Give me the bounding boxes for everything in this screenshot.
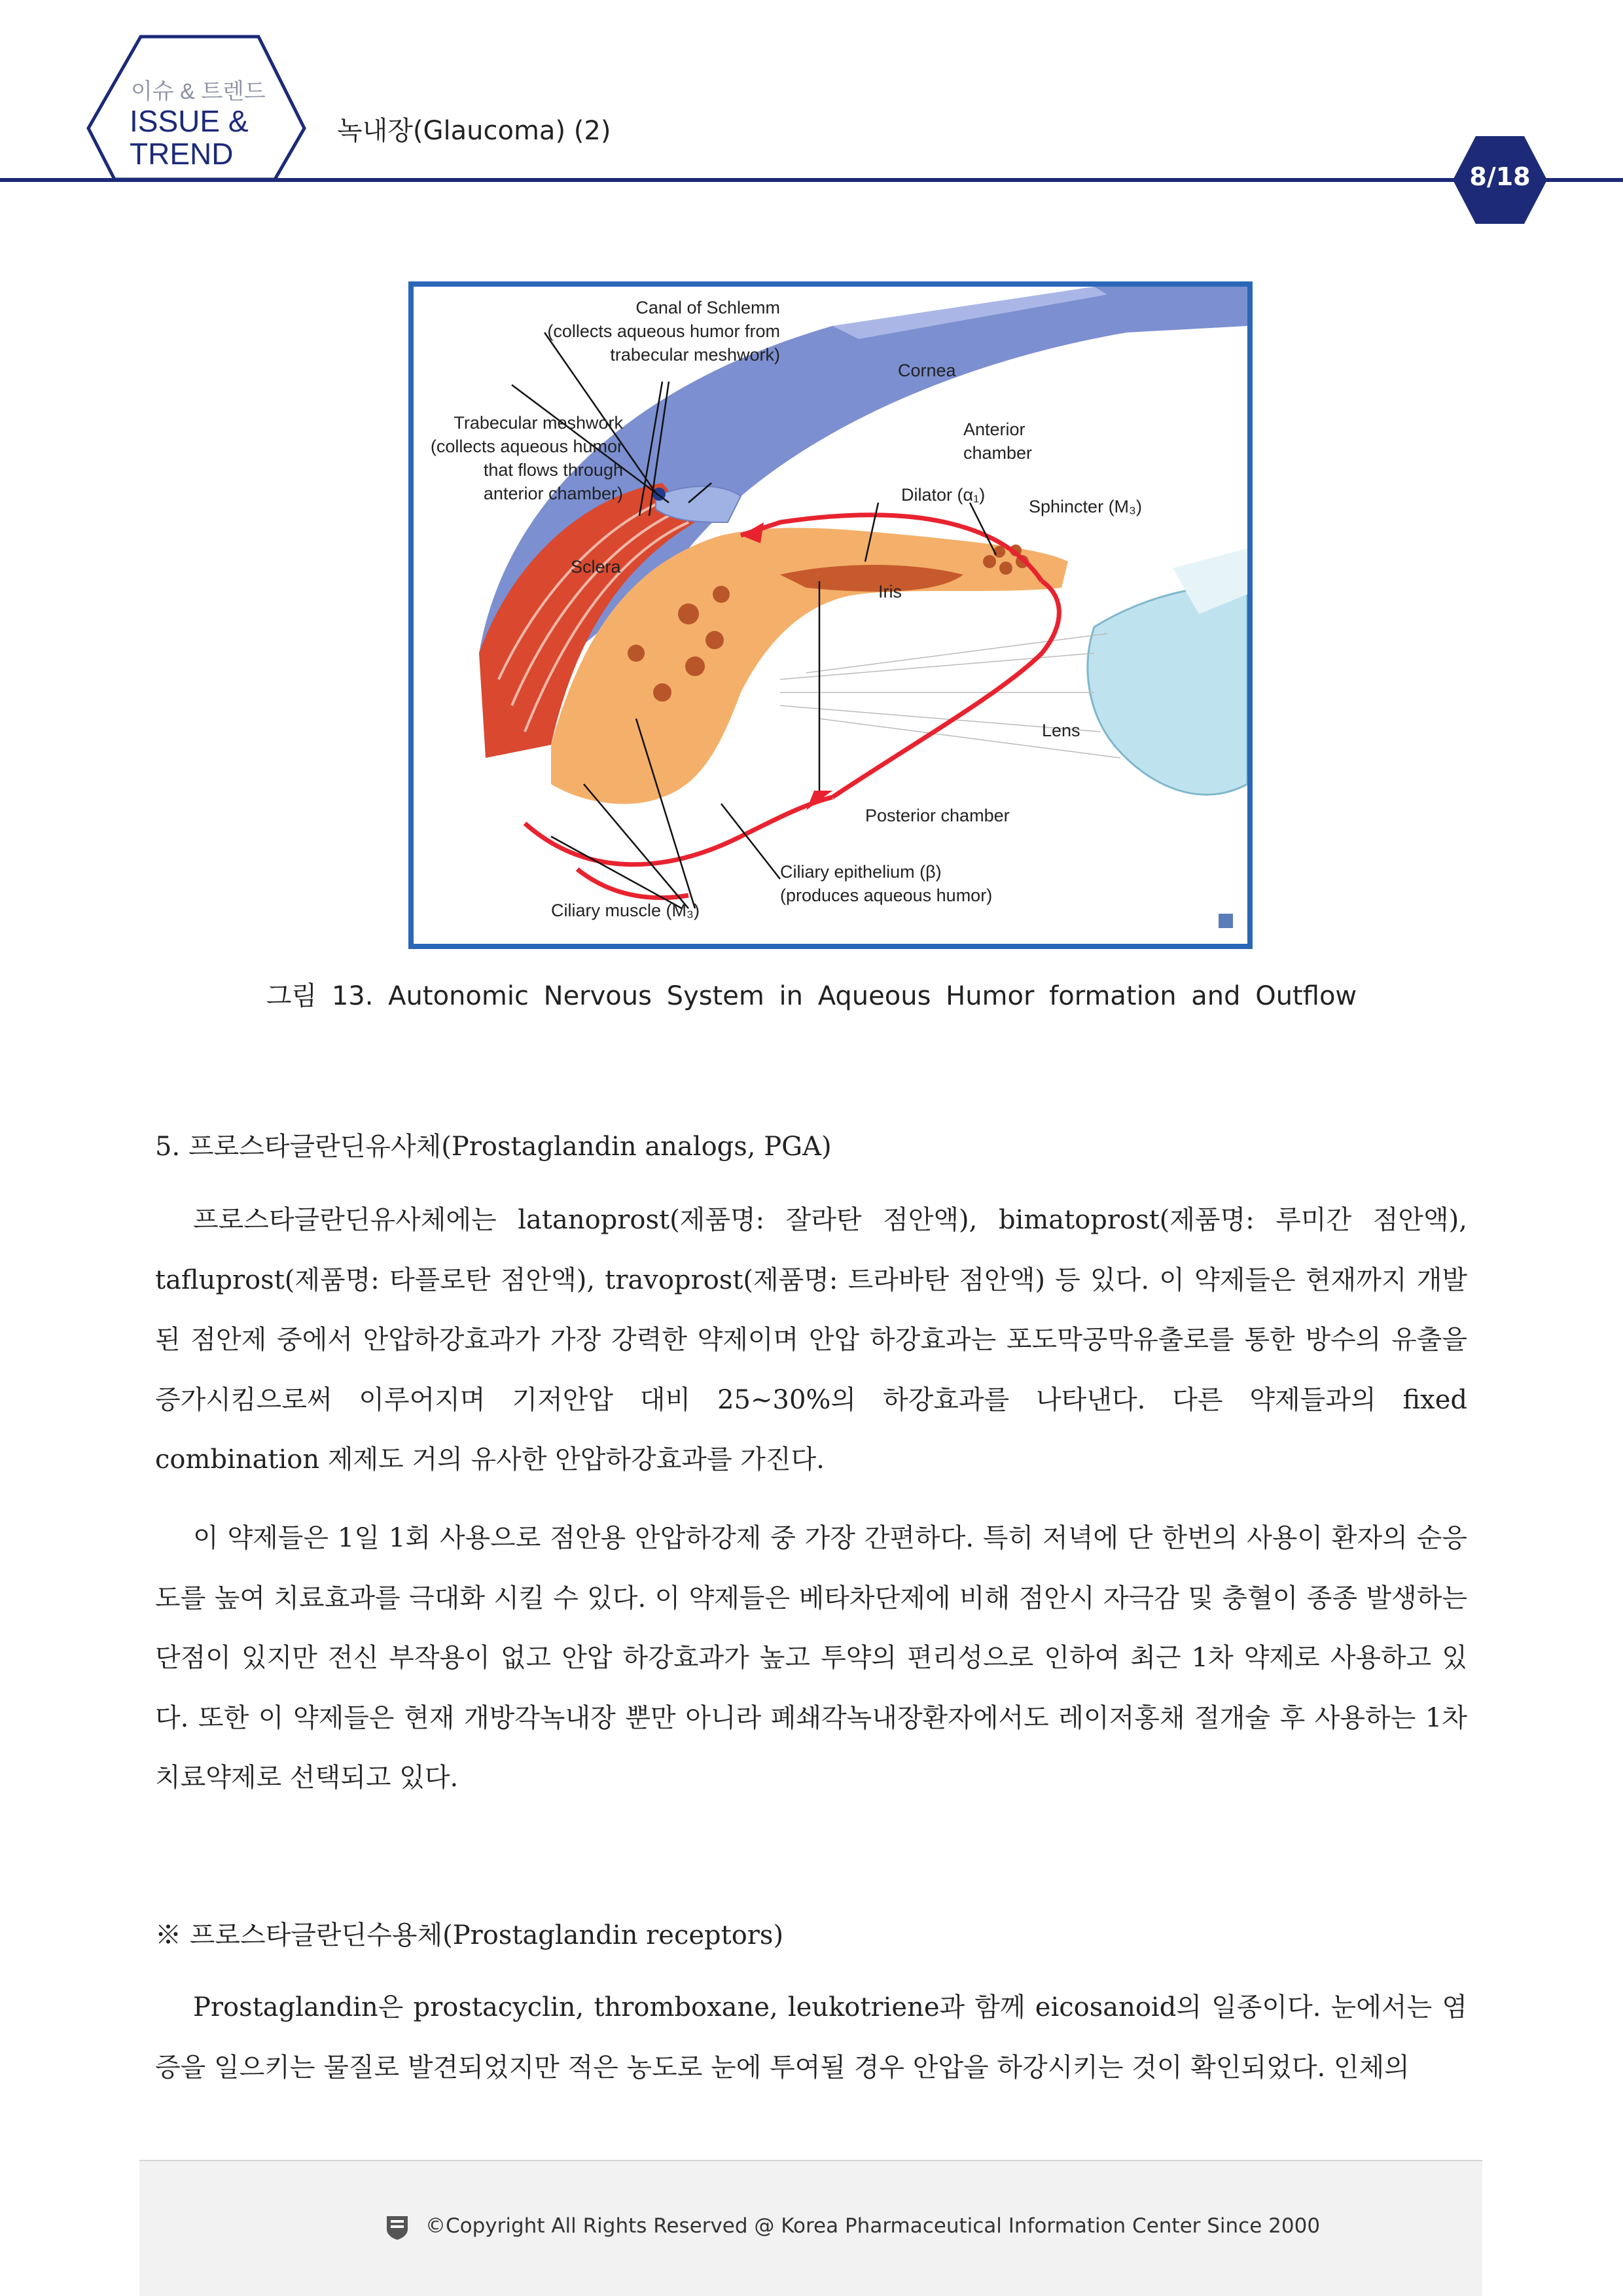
footer-copyright: ©Copyright All Rights Reserved @ Korea Pharmaceutical Information Center Since 2000	[425, 2214, 1321, 2238]
section-heading-receptors: ※ 프로스타글란딘수용체(Prostaglandin receptors)	[155, 1920, 784, 1950]
eye-anatomy-figure	[408, 281, 1253, 949]
label-iris: Iris	[878, 582, 902, 601]
label-posterior-chamber: Posterior chamber	[865, 806, 1010, 825]
label-sclera: Sclera	[571, 557, 621, 577]
label-anterior-chamber: Anterior chamber	[963, 420, 1033, 463]
badge-label-english: ISSUE & TREND	[130, 104, 249, 171]
label-cornea: Cornea	[898, 361, 956, 380]
lens-shape	[1088, 586, 1247, 795]
document-title: 녹내장(Glaucoma) (2)	[337, 116, 611, 146]
section-heading-pga: 5. 프로스타글란딘유사체(Prostaglandin analogs, PGA)	[155, 1132, 832, 1162]
figure-corner-icon	[1219, 914, 1233, 928]
label-ciliary-muscle: Ciliary muscle (M₃)	[551, 901, 700, 920]
footer-divider	[139, 2160, 1482, 2161]
figure-caption: 그림 13. Autonomic Nervous System in Aqueous Humor formation and Outflow	[266, 981, 1357, 1011]
label-canal-of-schlemm: Canal of Schlemm (collects aqueous humor from trabecular meshwork)	[547, 298, 780, 365]
eye-anatomy-illustration	[414, 287, 1247, 944]
badge-label-korean: 이슈 & 트렌드	[131, 79, 266, 104]
kpic-logo-icon	[383, 2212, 412, 2241]
paragraph-pga-1: 프로스타글란딘유사체에는 latanoprost(제품명: 잘라탄 점안액), bimatoprost(제품명: 루미간 점안액), tafluprost(제품명: 타플로탄 점안액), travoprost(제품명: 트라바탄 점안액) 등 있다. 이 약제들은 현재까지 개발된 점안제 중에서 안압하강효과가 가장 강력한 약제이며 안압 하강효과는 포도막공막유출로를 통한 방수의 유출을 증가시킴으로써 이루어지며 기저안압 대비 25~30%의 하강효과를 나타낸다. 다른 약제들과의 fixed combination 제제도 거의 유사한 안압하강효과를 가진다.	[155, 1205, 1467, 1475]
label-trabecular-meshwork: Trabecular meshwork (collects aqueous humor that flows through anterior chamber)	[430, 413, 623, 503]
label-ciliary-epithelium: Ciliary epithelium (β) (produces aqueous humor)	[780, 862, 993, 905]
paragraph-pga-2: 이 약제들은 1일 1회 사용으로 점안용 안압하강제 중 가장 간편하다. 특히 저녁에 단 한번의 사용이 환자의 순응도를 높여 치료효과를 극대화 시킬 수 있다. 이 약제들은 베타차단제에 비해 점안시 자극감 및 충혈이 종종 발생하는 단점이 있지만 전신 부작용이 없고 안압 하강효과가 높고 투약의 편리성으로 인하여 최근 1차 약제로 사용하고 있다. 또한 이 약제들은 현재 개방각녹내장 뿐만 아니라 폐쇄각녹내장환자에서도 레이저홍채 절개술 후 사용하는 1차 치료약제로 선택되고 있다.	[155, 1523, 1467, 1793]
paragraph-receptors-1: Prostaglandin은 prostacyclin, thromboxane, leukotriene과 함께 eicosanoid의 일종이다. 눈에서는 염증을 일으키는 물질로 발견되었지만 적은 농도로 눈에 투여될 경우 안압을 하강시키는 것이 확인되었다. 인체의	[155, 1992, 1467, 2083]
page-number: 8/18	[1469, 162, 1531, 191]
label-lens: Lens	[1042, 721, 1080, 740]
label-sphincter: Sphincter (M₃)	[1029, 497, 1143, 516]
header-divider	[0, 178, 1623, 182]
label-dilator: Dilator (α₁)	[901, 485, 986, 505]
